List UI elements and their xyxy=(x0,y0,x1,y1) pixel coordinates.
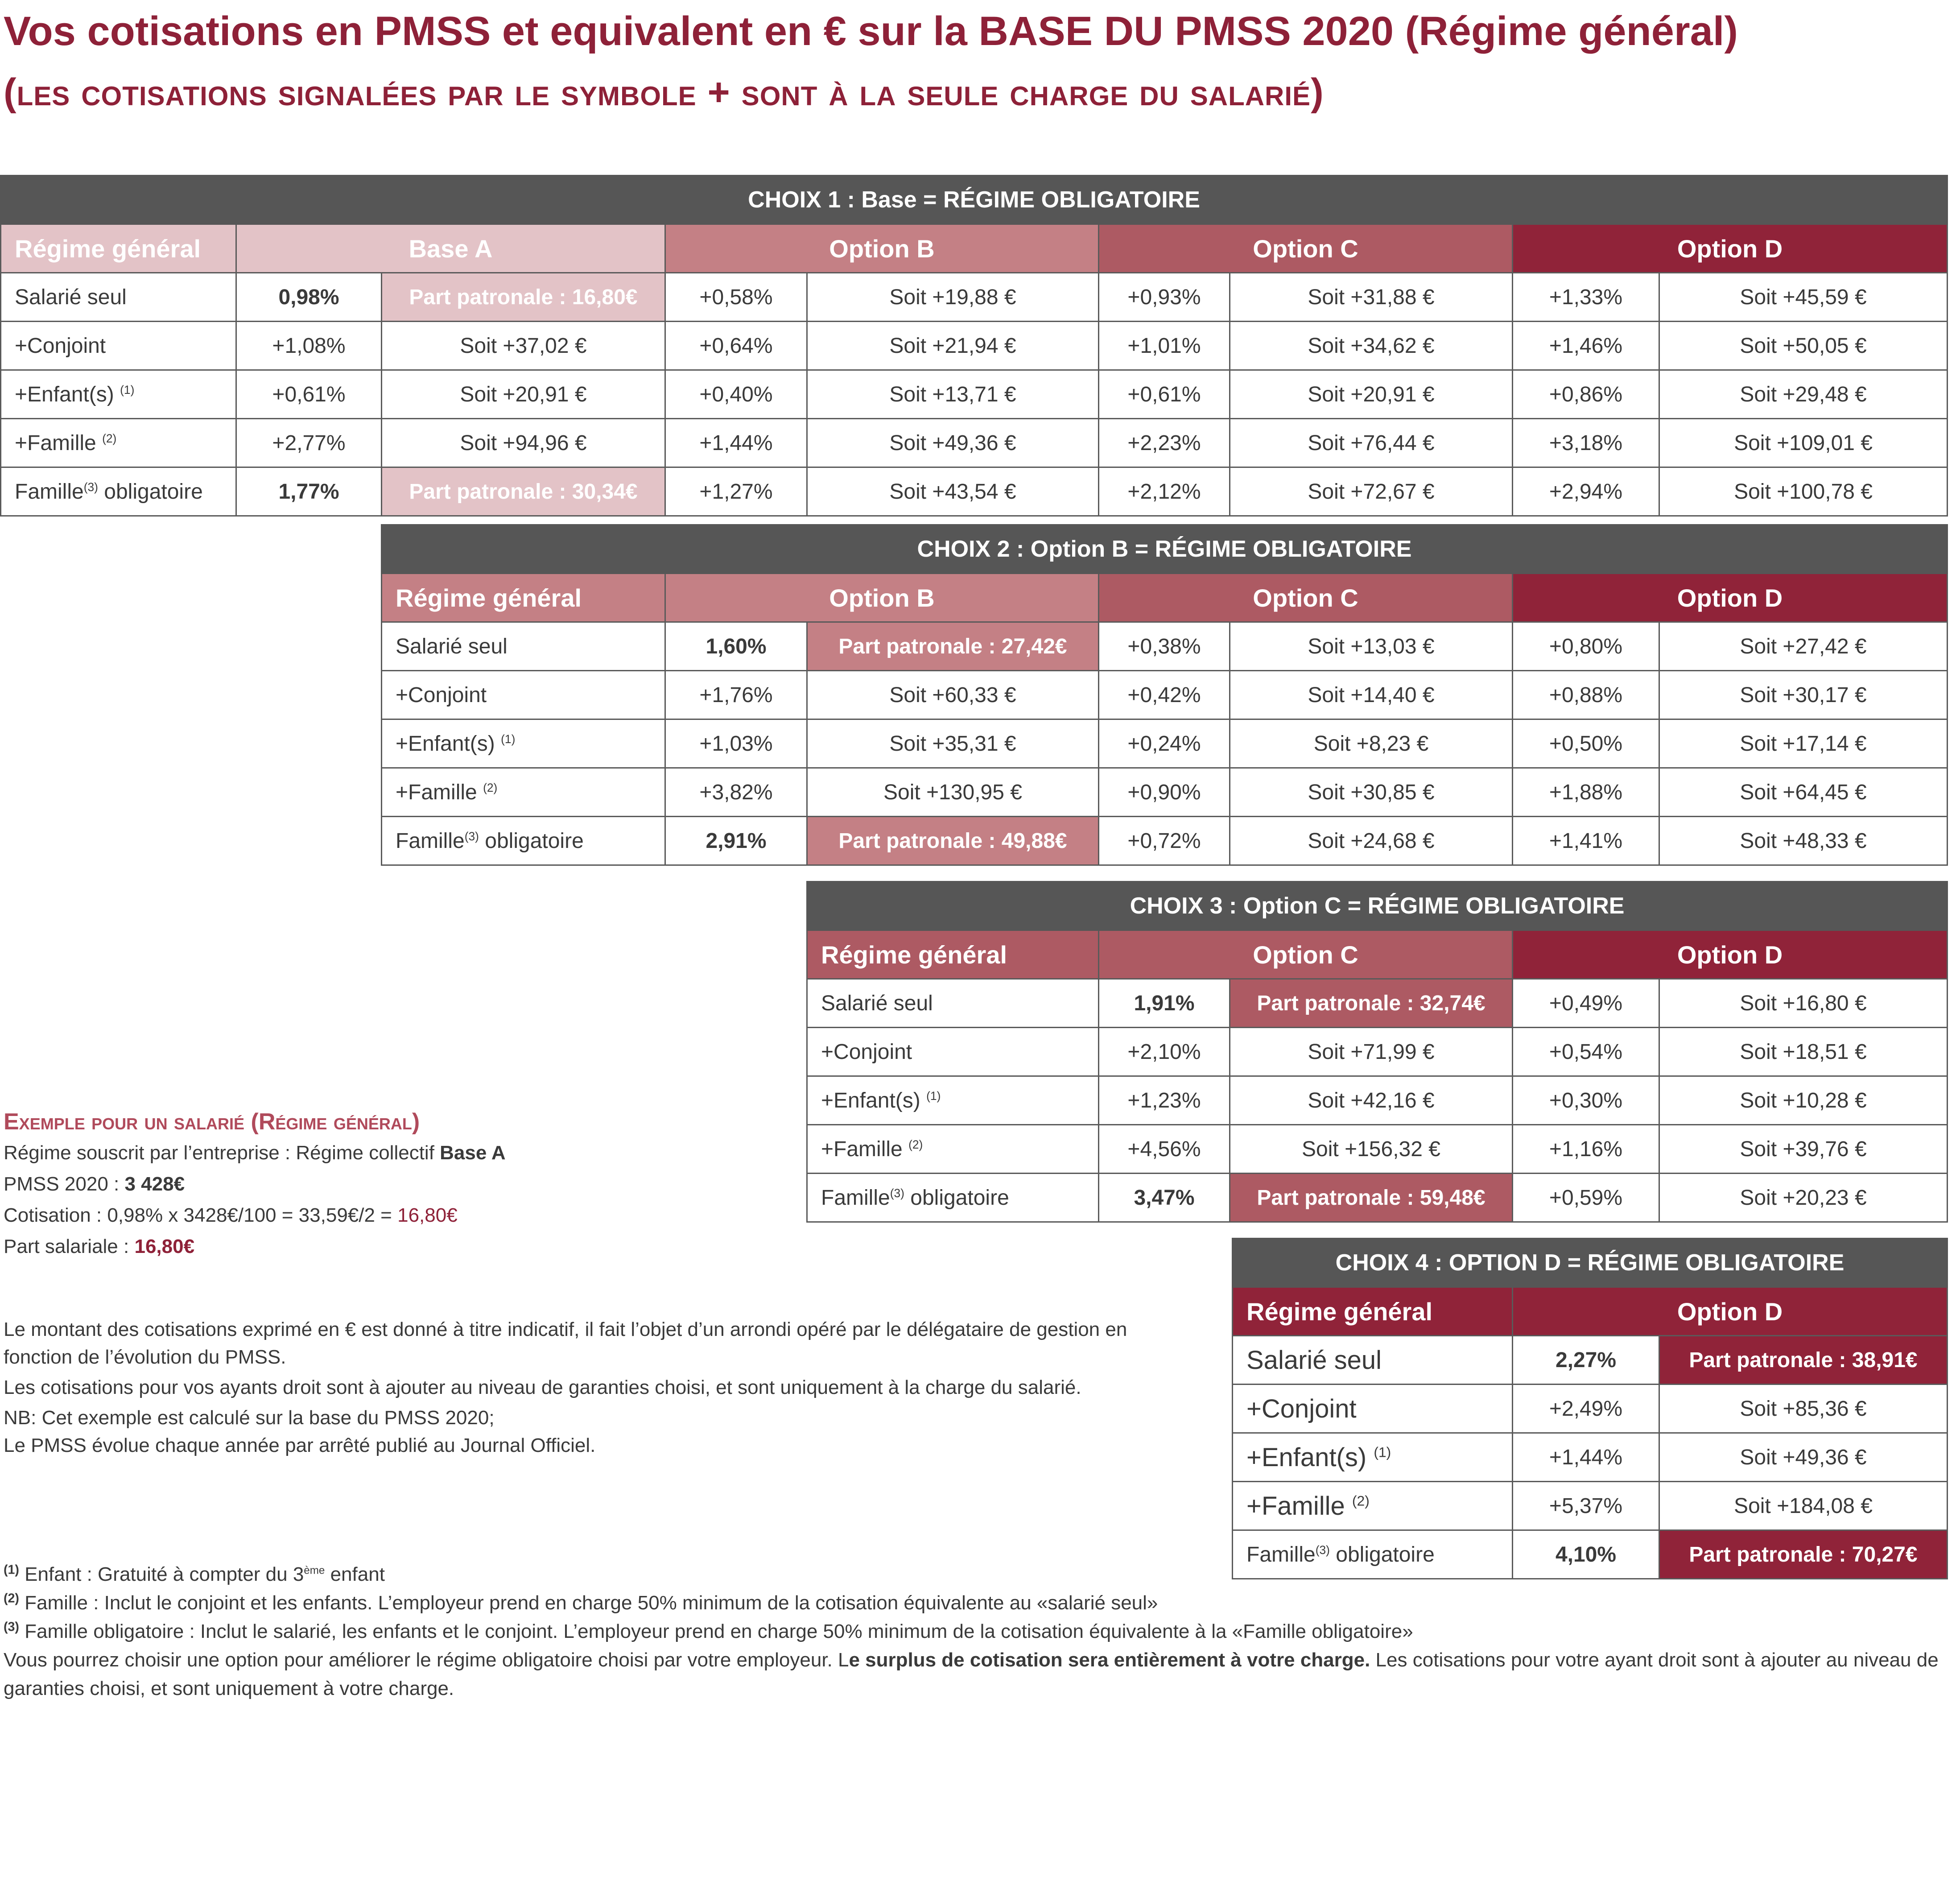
rate-option-c: +0,24% xyxy=(1099,719,1230,768)
header-option-c: Option C xyxy=(1099,574,1513,622)
footnote-ref: (2) xyxy=(483,781,498,794)
table-row xyxy=(382,671,1948,719)
table-row xyxy=(1233,1482,1948,1530)
rate-option-b: +0,40% xyxy=(665,370,807,419)
header-option-d: Option D xyxy=(1513,224,1948,273)
footnote-ref: (2) xyxy=(908,1137,923,1151)
rate-option-d: +1,16% xyxy=(1513,1125,1659,1174)
example-line xyxy=(4,1231,762,1262)
table-row xyxy=(1233,1433,1948,1482)
row-label: Famille xyxy=(821,1186,890,1210)
rate-option-d: +0,88% xyxy=(1513,671,1659,719)
choix3-table xyxy=(806,881,1947,1223)
rate-option-c: +2,23% xyxy=(1099,419,1230,467)
rate-base: +1,08% xyxy=(236,322,382,370)
note-paragraph: Le montant des cotisations exprimé en € est donné à titre indicatif, il fait l’objet d’un arrondi opéré par le délégataire de gestion en fonction de l’évolution du PMSS. xyxy=(4,1318,1127,1368)
amount-base: Soit +37,02 € xyxy=(382,322,665,370)
rate-option-d: +0,54% xyxy=(1513,1028,1659,1076)
footnotes-section xyxy=(4,1560,1939,1703)
amount-option-d: Soit +184,08 € xyxy=(1659,1482,1948,1530)
table-row xyxy=(1233,1385,1948,1433)
footnote-ref: (1) xyxy=(501,732,516,746)
choix1-table xyxy=(0,175,1947,517)
footnote-text: enfant xyxy=(325,1563,385,1585)
table-row xyxy=(1,322,1948,370)
amount-option-d: Soit +100,78 € xyxy=(1659,467,1948,516)
row-label: Salarié seul xyxy=(396,634,508,658)
row-label: Salarié seul xyxy=(821,991,933,1015)
table-row xyxy=(382,622,1948,671)
amount-base: Soit +20,91 € xyxy=(382,370,665,419)
table-row xyxy=(807,1028,1948,1076)
rate-option-c: +0,72% xyxy=(1099,817,1230,865)
rate-option-c: +0,61% xyxy=(1099,370,1230,419)
amount-option-c: Soit +30,85 € xyxy=(1230,768,1513,817)
row-label-tail: obligatoire xyxy=(479,829,584,853)
rate-option-c: +0,93% xyxy=(1099,273,1230,322)
amount-option-d: Soit +49,36 € xyxy=(1659,1433,1948,1482)
amount-option-d: Soit +48,33 € xyxy=(1659,817,1948,865)
amount-option-c: Soit +71,99 € xyxy=(1230,1028,1513,1076)
amount-option-d: Soit +27,42 € xyxy=(1659,622,1948,671)
rate-option-b: +1,76% xyxy=(665,671,807,719)
rate-option-c: +0,90% xyxy=(1099,768,1230,817)
part-patronale: Part patronale : 16,80€ xyxy=(382,273,665,322)
rate-option-b: +1,27% xyxy=(665,467,807,516)
rate-option-b: +3,82% xyxy=(665,768,807,817)
rate-option-d: +1,44% xyxy=(1513,1433,1659,1482)
footnote-text: Vous pourrez choisir une option pour améliorer le régime obligatoire choisi par votre employeur. L xyxy=(4,1649,849,1671)
amount-option-d: Soit +29,48 € xyxy=(1659,370,1948,419)
amount-option-d: Soit +64,45 € xyxy=(1659,768,1948,817)
amount-option-b: Soit +19,88 € xyxy=(807,273,1099,322)
row-label: Famille xyxy=(396,829,465,853)
footnote xyxy=(4,1589,1939,1617)
row-label-tail: obligatoire xyxy=(904,1186,1009,1210)
rate-base: 1,77% xyxy=(236,467,382,516)
amount-option-c: Soit +13,03 € xyxy=(1230,622,1513,671)
example-section xyxy=(4,1106,762,1262)
choix3-title: CHOIX 3 : Option C = RÉGIME OBLIGATOIRE xyxy=(807,882,1948,930)
row-label: +Famille xyxy=(1246,1491,1352,1521)
example-label: Régime souscrit par l’entreprise : Régime collectif xyxy=(4,1142,440,1164)
rate-option-b: +0,58% xyxy=(665,273,807,322)
header-regime-general: Régime général xyxy=(382,574,665,622)
rate-option-b: 2,91% xyxy=(665,817,807,865)
footnote-text: Enfant : Gratuité à compter du 3 xyxy=(19,1563,304,1585)
table-row xyxy=(382,817,1948,865)
example-line xyxy=(4,1169,762,1200)
footnote xyxy=(4,1560,1939,1589)
footnote-ref: (3) xyxy=(1315,1543,1330,1557)
rate-option-c: +1,23% xyxy=(1099,1076,1230,1125)
amount-option-d: Soit +16,80 € xyxy=(1659,979,1948,1028)
amount-option-c: Soit +8,23 € xyxy=(1230,719,1513,768)
table-row xyxy=(1,419,1948,467)
choix4-title: CHOIX 4 : OPTION D = RÉGIME OBLIGATOIRE xyxy=(1233,1239,1948,1287)
footnote-text: Famille : Inclut le conjoint et les enfants. L’employeur prend en charge 50% minimum de la cotisation équivalente au «salarié seul» xyxy=(19,1592,1158,1614)
amount-option-d: Soit +20,23 € xyxy=(1659,1174,1948,1222)
amount-option-b: Soit +43,54 € xyxy=(807,467,1099,516)
rate-base: +2,77% xyxy=(236,419,382,467)
rate-base: 0,98% xyxy=(236,273,382,322)
example-value: 16,80€ xyxy=(397,1204,458,1226)
amount-option-c: Soit +34,62 € xyxy=(1230,322,1513,370)
header-regime-general: Régime général xyxy=(1233,1287,1513,1336)
header-option-b: Option B xyxy=(665,574,1099,622)
example-label: Part salariale : xyxy=(4,1236,135,1257)
notes-section xyxy=(4,1316,1163,1459)
example-value: 16,80€ xyxy=(134,1236,195,1257)
table-row xyxy=(382,768,1948,817)
header-option-b: Option B xyxy=(665,224,1099,273)
amount-option-d: Soit +39,76 € xyxy=(1659,1125,1948,1174)
row-label: Famille xyxy=(15,479,84,504)
table-row xyxy=(1,273,1948,322)
choix4-table xyxy=(1232,1238,1947,1579)
footnote-sup: ème xyxy=(304,1564,325,1577)
footnote-ref: (3) xyxy=(83,480,98,494)
row-label: Famille xyxy=(1246,1542,1316,1566)
table-row xyxy=(807,1174,1948,1222)
header-regime-general: Régime général xyxy=(1,224,236,273)
footnote-text: Famille obligatoire : Inclut le salarié, les enfants et le conjoint. L’employeur prend en charge 50% minimum de la cotisation équivalente à la «Famille obligatoire» xyxy=(19,1620,1413,1642)
header-regime-general: Régime général xyxy=(807,930,1099,979)
choix2-table xyxy=(381,524,1947,866)
amount-option-d: Soit +109,01 € xyxy=(1659,419,1948,467)
footnote-bold-text: e surplus de cotisation sera entièrement à votre charge. xyxy=(849,1649,1370,1671)
rate-option-d: +1,46% xyxy=(1513,322,1659,370)
row-label: +Famille xyxy=(396,780,483,804)
rate-option-c: +2,12% xyxy=(1099,467,1230,516)
note-paragraph: Les cotisations pour vos ayants droit sont à ajouter au niveau de garanties choisi, et sont uniquement à la charge du salarié. xyxy=(4,1376,1081,1398)
row-label: +Enfant(s) xyxy=(396,732,501,756)
table-row xyxy=(1233,1336,1948,1385)
rate-option-d: +5,37% xyxy=(1513,1482,1659,1530)
example-title: Exemple pour un salarié (Régime général) xyxy=(4,1109,420,1135)
row-label: +Conjoint xyxy=(1246,1394,1357,1423)
table-row xyxy=(807,1125,1948,1174)
header-option-c: Option C xyxy=(1099,224,1513,273)
example-line xyxy=(4,1137,762,1169)
amount-option-d: Soit +30,17 € xyxy=(1659,671,1948,719)
example-label: PMSS 2020 : xyxy=(4,1173,125,1195)
rate-option-d: +2,94% xyxy=(1513,467,1659,516)
rate-option-b: +0,64% xyxy=(665,322,807,370)
row-label-tail: obligatoire xyxy=(98,479,203,504)
amount-option-b: Soit +130,95 € xyxy=(807,768,1099,817)
part-patronale: Part patronale : 38,91€ xyxy=(1659,1336,1948,1385)
row-label: +Conjoint xyxy=(821,1040,912,1064)
part-patronale: Part patronale : 59,48€ xyxy=(1230,1174,1513,1222)
rate-option-c: 3,47% xyxy=(1099,1174,1230,1222)
footnote-mark: (2) xyxy=(4,1591,19,1606)
rate-option-d: +0,80% xyxy=(1513,622,1659,671)
note-paragraph: NB: Cet exemple est calculé sur la base du PMSS 2020; xyxy=(4,1407,495,1429)
note-paragraph: Le PMSS évolue chaque année par arrêté publié au Journal Officiel. xyxy=(4,1434,596,1456)
row-label: +Enfant(s) xyxy=(1246,1442,1374,1472)
rate-option-c: 1,91% xyxy=(1099,979,1230,1028)
table-row xyxy=(1,370,1948,419)
choix1-title: CHOIX 1 : Base = RÉGIME OBLIGATOIRE xyxy=(1,176,1948,224)
part-patronale: Part patronale : 27,42€ xyxy=(807,622,1099,671)
footnote-ref: (3) xyxy=(464,829,479,843)
rate-option-d: 4,10% xyxy=(1513,1530,1659,1579)
rate-option-b: +1,03% xyxy=(665,719,807,768)
amount-option-b: Soit +21,94 € xyxy=(807,322,1099,370)
table-row xyxy=(382,719,1948,768)
table-row xyxy=(807,1076,1948,1125)
amount-option-c: Soit +42,16 € xyxy=(1230,1076,1513,1125)
footnote-ref: (1) xyxy=(120,383,135,397)
row-label: +Enfant(s) xyxy=(821,1088,927,1112)
rate-option-d: +0,50% xyxy=(1513,719,1659,768)
row-label: +Conjoint xyxy=(396,683,487,707)
part-patronale: Part patronale : 49,88€ xyxy=(807,817,1099,865)
header-option-d: Option D xyxy=(1513,574,1948,622)
rate-option-b: 1,60% xyxy=(665,622,807,671)
rate-option-c: +1,01% xyxy=(1099,322,1230,370)
amount-option-b: Soit +35,31 € xyxy=(807,719,1099,768)
part-patronale: Part patronale : 70,27€ xyxy=(1659,1530,1948,1579)
choix2-title: CHOIX 2 : Option B = RÉGIME OBLIGATOIRE xyxy=(382,525,1948,574)
amount-option-d: Soit +45,59 € xyxy=(1659,273,1948,322)
rate-option-b: +1,44% xyxy=(665,419,807,467)
footnote-ref: (2) xyxy=(1352,1492,1370,1509)
amount-option-c: Soit +14,40 € xyxy=(1230,671,1513,719)
page-title: Vos cotisations en PMSS et equivalent en € sur la BASE DU PMSS 2020 (Régime général) xyxy=(4,8,1738,54)
table-row xyxy=(1,467,1948,516)
rate-option-d: +0,30% xyxy=(1513,1076,1659,1125)
footnote-mark: (1) xyxy=(4,1562,19,1577)
table-row xyxy=(807,979,1948,1028)
header-option-d: Option D xyxy=(1513,1287,1948,1336)
amount-option-b: Soit +13,71 € xyxy=(807,370,1099,419)
rate-option-d: +0,49% xyxy=(1513,979,1659,1028)
row-label-tail: obligatoire xyxy=(1329,1542,1435,1566)
row-label: Salarié seul xyxy=(15,285,127,309)
rate-option-d: +1,41% xyxy=(1513,817,1659,865)
rate-option-c: +4,56% xyxy=(1099,1125,1230,1174)
rate-option-d: 2,27% xyxy=(1513,1336,1659,1385)
row-label: +Famille xyxy=(821,1137,909,1161)
footnote-paragraph xyxy=(4,1646,1939,1703)
example-line xyxy=(4,1200,762,1231)
amount-option-d: Soit +85,36 € xyxy=(1659,1385,1948,1433)
header-option-c: Option C xyxy=(1099,930,1513,979)
rate-option-d: +0,59% xyxy=(1513,1174,1659,1222)
header-option-d: Option D xyxy=(1513,930,1948,979)
part-patronale: Part patronale : 30,34€ xyxy=(382,467,665,516)
amount-option-c: Soit +72,67 € xyxy=(1230,467,1513,516)
example-label: Cotisation : 0,98% x 3428€/100 = 33,59€/2 = xyxy=(4,1204,398,1226)
row-label: +Conjoint xyxy=(15,334,106,358)
footnote xyxy=(4,1617,1939,1646)
footnote-ref: (2) xyxy=(102,431,117,445)
amount-option-c: Soit +156,32 € xyxy=(1230,1125,1513,1174)
amount-option-b: Soit +60,33 € xyxy=(807,671,1099,719)
row-label: +Enfant(s) xyxy=(15,382,120,406)
row-label: Salarié seul xyxy=(1246,1345,1382,1375)
amount-option-d: Soit +50,05 € xyxy=(1659,322,1948,370)
footnote-ref: (1) xyxy=(926,1089,941,1103)
rate-option-d: +0,86% xyxy=(1513,370,1659,419)
footnote-mark: (3) xyxy=(4,1620,19,1634)
amount-option-c: Soit +76,44 € xyxy=(1230,419,1513,467)
amount-base: Soit +94,96 € xyxy=(382,419,665,467)
footnote-text: Les cotisations pour votre ayant droit sont à ajouter au niveau de garanties choisi, et sont uniquement à votre charge. xyxy=(4,1649,1939,1699)
rate-base: +0,61% xyxy=(236,370,382,419)
rate-option-d: +1,88% xyxy=(1513,768,1659,817)
example-value: Base A xyxy=(440,1142,506,1164)
page-subtitle: (les cotisations signalées par le symbole + sont à la seule charge du salarié) xyxy=(4,71,1324,114)
amount-option-c: Soit +24,68 € xyxy=(1230,817,1513,865)
example-value: 3 428€ xyxy=(124,1173,185,1195)
rate-option-d: +1,33% xyxy=(1513,273,1659,322)
footnote-ref: (3) xyxy=(890,1186,904,1200)
rate-option-c: +2,10% xyxy=(1099,1028,1230,1076)
rate-option-d: +3,18% xyxy=(1513,419,1659,467)
amount-option-d: Soit +10,28 € xyxy=(1659,1076,1948,1125)
rate-option-d: +2,49% xyxy=(1513,1385,1659,1433)
footnote-ref: (1) xyxy=(1374,1444,1391,1460)
part-patronale: Part patronale : 32,74€ xyxy=(1230,979,1513,1028)
header-base-a: Base A xyxy=(236,224,665,273)
amount-option-d: Soit +17,14 € xyxy=(1659,719,1948,768)
row-label: +Famille xyxy=(15,431,103,455)
rate-option-c: +0,42% xyxy=(1099,671,1230,719)
amount-option-c: Soit +20,91 € xyxy=(1230,370,1513,419)
amount-option-b: Soit +49,36 € xyxy=(807,419,1099,467)
rate-option-c: +0,38% xyxy=(1099,622,1230,671)
amount-option-c: Soit +31,88 € xyxy=(1230,273,1513,322)
amount-option-d: Soit +18,51 € xyxy=(1659,1028,1948,1076)
